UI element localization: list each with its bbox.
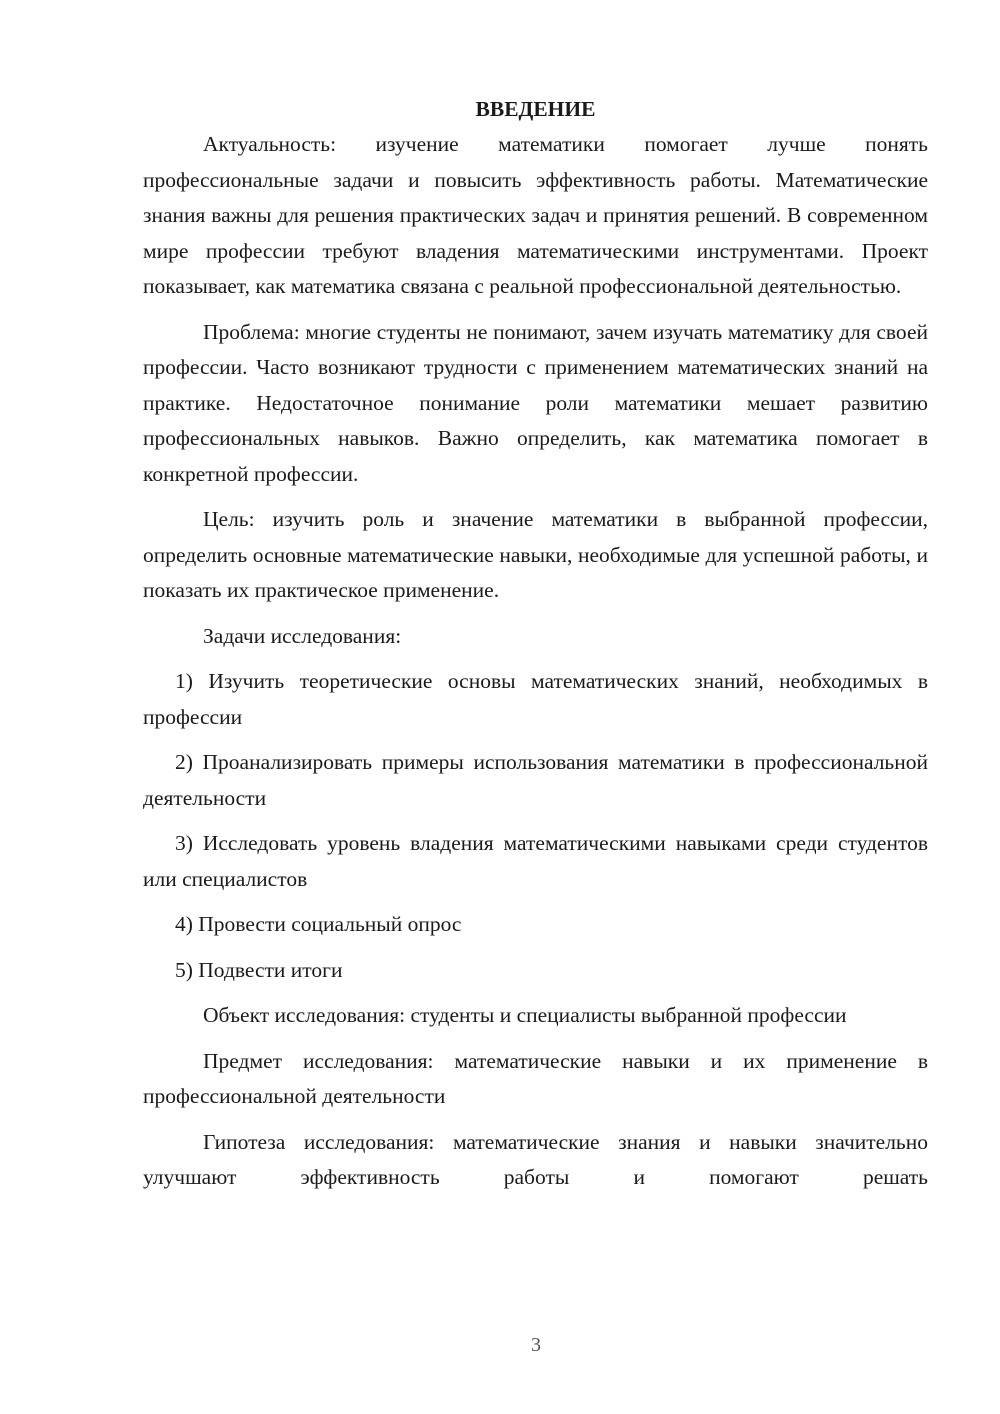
object-paragraph: Объект исследования: студенты и специалисты выбранной профессии (203, 1003, 847, 1027)
subject-paragraph: Предмет исследования: математические навыки и их применение в профессиональной деятельности (143, 1048, 928, 1108)
task-item-3: 3) Исследовать уровень владения математическими навыками среди студентов или специалистов (143, 831, 928, 891)
task-item-1: 1) Изучить теоретические основы математических знаний, необходимых в профессии (143, 669, 928, 729)
section-title: ВВЕДЕНИЕ (475, 97, 596, 121)
document-page (143, 92, 928, 1206)
task-item-4: 4) Провести социальный опрос (175, 912, 462, 936)
hypothesis-paragraph: Гипотеза исследования: математические знания и навыки значительно улучшают эффективность работы и помогают решать (143, 1129, 928, 1189)
tasks-heading: Задачи исследования: (203, 623, 402, 648)
goal-paragraph: Цель: изучить роль и значение математики в выбранной профессии, определить основные математические навыки, необходимые для успешной работы, и показать их практическое применение. (143, 507, 928, 602)
page-number: 3 (531, 1334, 541, 1356)
relevance-paragraph: Актуальность: изучение математики помогает лучше понять профессиональные задачи и повысить эффективность работы. Математические знания важны для решения практических задач и принятия решений. В современном мире профессии требуют владения математическими инструментами. Проект показывает, как математика связана с реальной профессиональной деятельностью. (143, 132, 928, 298)
task-item-5: 5) Подвести итоги (175, 957, 343, 982)
problem-paragraph: Проблема: многие студенты не понимают, зачем изучать математику для своей профессии. Часто возникают трудности с применением математических знаний на практике. Недостаточное понимание роли математики мешает развитию профессиональных навыков. Важно определить, как математика помогает в конкретной профессии. (143, 319, 928, 486)
task-item-2: 2) Проанализировать примеры использования математики в профессиональной деятельности (143, 750, 928, 810)
